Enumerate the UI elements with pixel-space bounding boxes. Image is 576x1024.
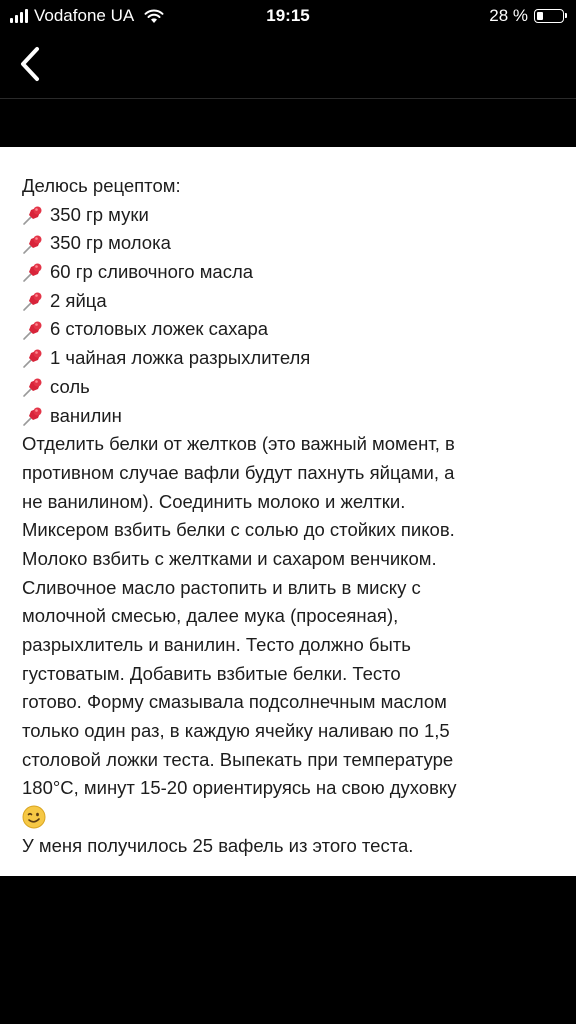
pushpin-icon [22, 233, 44, 255]
ingredient-label: 1 чайная ложка разрыхлителя [50, 347, 311, 369]
pushpin-icon [22, 204, 44, 226]
pushpin-icon [22, 261, 44, 283]
instruction-line: Сливочное масло растопить и влить в миску с [22, 576, 421, 598]
post-image [0, 147, 576, 876]
pushpin-icon [22, 347, 44, 369]
ingredient-label: 2 яйца [50, 289, 107, 311]
ingredient-label: 350 гр муки [50, 203, 149, 225]
instruction-line: разрыхлитель и ванилин. Тесто должно быть [22, 634, 411, 655]
instruction-line: Отделить белки от желтков (это важный момент, в [22, 433, 455, 455]
pushpin-icon [22, 376, 44, 398]
ingredient-label: 350 гр молока [50, 232, 171, 254]
emoji-line [22, 803, 562, 832]
pushpin-icon [22, 290, 44, 312]
instruction-line: Миксером взбить белки с солью до стойких пиков. [22, 519, 455, 541]
pushpin-icon [22, 405, 44, 427]
instruction-line: Молоко взбить с желтками и сахаром венчиком. [22, 547, 437, 569]
battery-percent: 28 % [489, 6, 528, 25]
back-button[interactable] [8, 42, 52, 86]
recipe-intro: Делюсь рецептом: [22, 175, 181, 196]
instruction-line: противном случае вафли будут пахнуть яйцами, а [22, 461, 455, 483]
battery-level [537, 12, 543, 20]
instruction-line: густоватым. Добавить взбитые белки. Тесто [22, 662, 401, 684]
ingredient-item [22, 258, 562, 287]
ingredient-item [22, 402, 562, 431]
ingredient-list [22, 201, 562, 431]
status-bar [0, 0, 576, 34]
instruction-line: готово. Форму смазывала подсолнечным маслом [22, 691, 447, 713]
ingredient-item [22, 229, 562, 258]
status-right [489, 6, 564, 26]
instruction-line: столовой ложки теста. Выпекать при температуре [22, 748, 454, 770]
chevron-left-icon [19, 46, 41, 82]
clock: 19:15 [266, 6, 310, 25]
carrier-name: Vodafone UA [34, 6, 135, 25]
ingredient-label: 60 гр сливочного масла [50, 261, 254, 283]
recipe-result: У меня получилось 25 вафель из этого теста. [22, 834, 414, 856]
ingredient-item [22, 344, 562, 373]
instructions-text [22, 430, 562, 803]
ingredient-item [22, 373, 562, 402]
ingredient-item [22, 201, 562, 230]
ingredient-label: 6 столовых ложек сахара [50, 318, 269, 340]
instruction-line: 180°С, минут 15-20 ориентируясь на свою духовку [22, 777, 457, 799]
pushpin-icon [22, 319, 44, 341]
navigation-bar [0, 34, 576, 99]
ingredient-label: ванилин [50, 404, 122, 426]
ingredient-item [22, 315, 562, 344]
instruction-line: только один раз, в каждую ячейку наливаю по 1,5 [22, 720, 450, 742]
recipe-text [22, 172, 562, 861]
instruction-line: не ванилином). Соединить молоко и желтки. [22, 490, 406, 512]
battery-icon [534, 9, 564, 23]
ingredient-label: соль [50, 375, 90, 397]
winking-face-icon [22, 805, 46, 829]
ingredient-item [22, 287, 562, 316]
instruction-line: молочной смесью, далее мука (просеяная), [22, 605, 399, 627]
